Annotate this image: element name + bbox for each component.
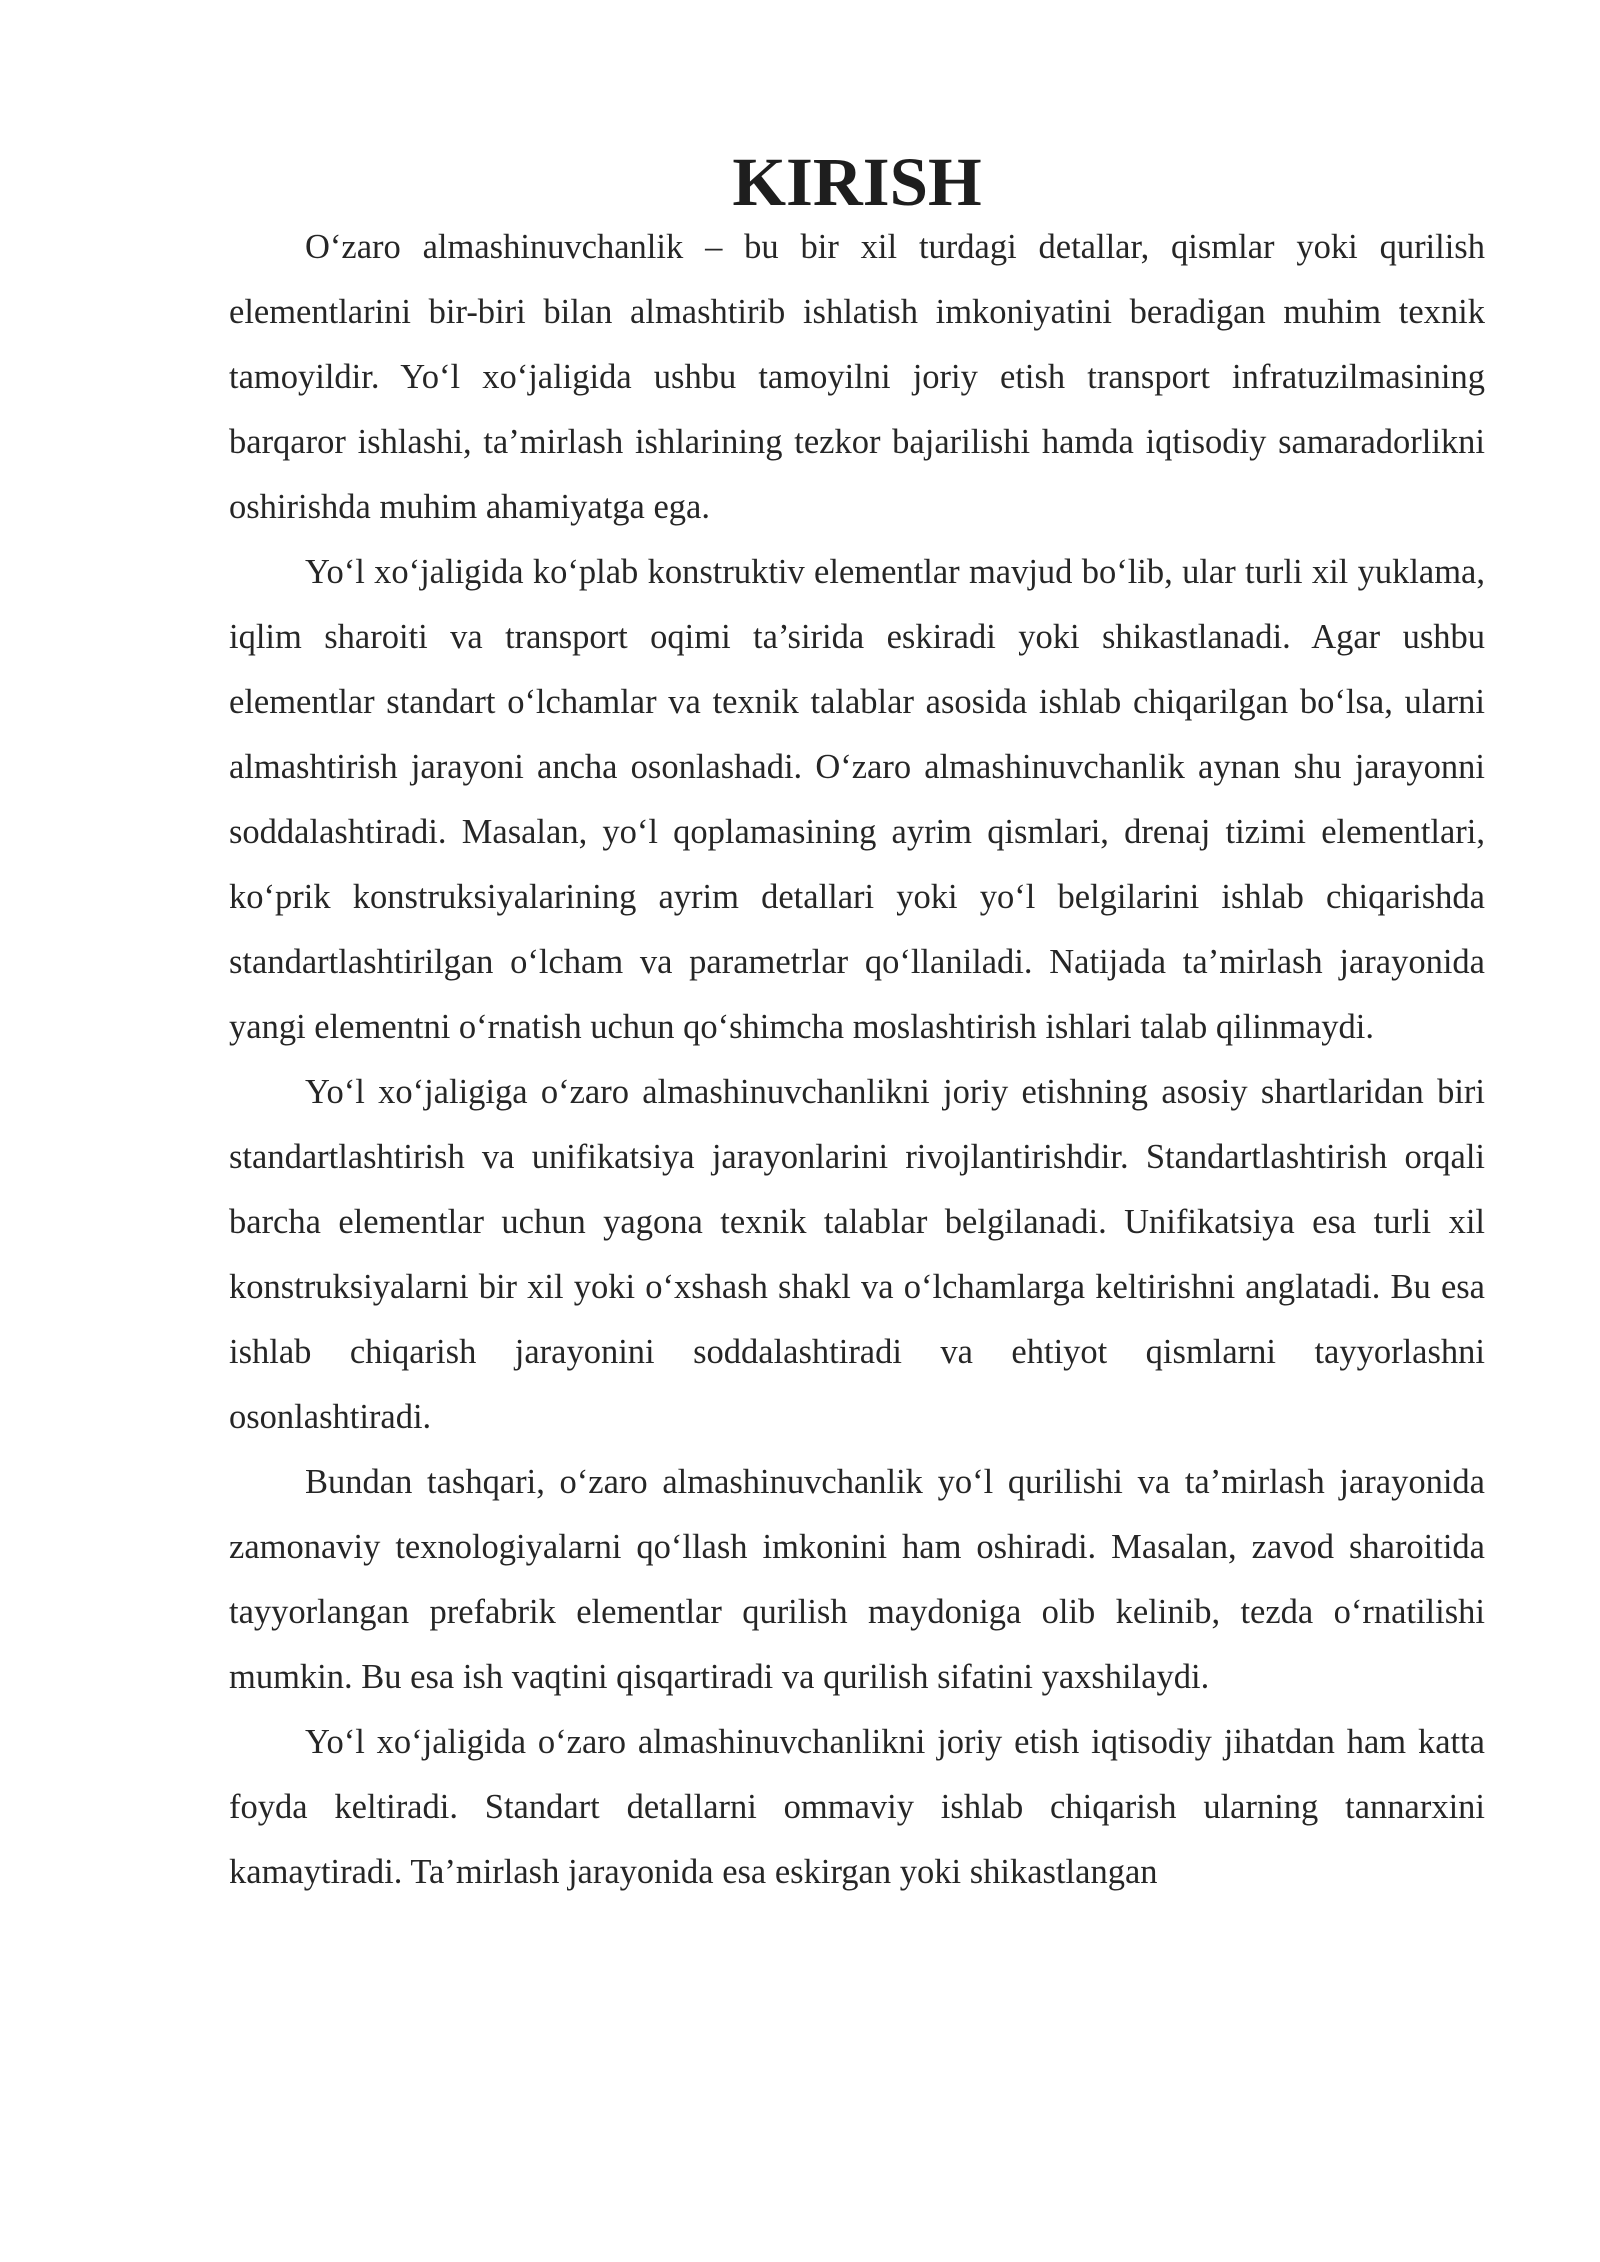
document-body: [229, 144, 1485, 1905]
paragraph-4: Bundan tashqari, o‘zaro almashinuvchanlik yo‘l qurilishi va ta’mirlash jarayonida zamonaviy texnologiyalarni qo‘llash imkonini ham oshiradi. Masalan, zavod sharoitida tayyorlangan prefabrik elementlar qurilish maydoniga olib kelinib, tezda o‘rnatilishi mumkin. Bu esa ish vaqtini qisqartiradi va qurilish sifatini yaxshilaydi.: [229, 1463, 1485, 1696]
paragraph-2: Yo‘l xo‘jaligida ko‘plab konstruktiv elementlar mavjud bo‘lib, ular turli xil yuklama, iqlim sharoiti va transport oqimi ta’sirida eskiradi yoki shikastlanadi. Agar ushbu elementlar standart o‘lchamlar va texnik talablar asosida ishlab chiqarilgan bo‘lsa, ularni almashtirish jarayoni ancha osonlashadi. O‘zaro almashinuvchanlik aynan shu jarayonni soddalashtiradi. Masalan, yo‘l qoplamasining ayrim qismlari, drenaj tizimi elementlari, ko‘prik konstruksiyalarining ayrim detallari yoki yo‘l belgilarini ishlab chiqarishda standartlashtirilgan o‘lcham va parametrlar qo‘llaniladi. Natijada ta’mirlash jarayonida yangi elementni o‘rnatish uchun qo‘shimcha moslashtirish ishlari talab qilinmaydi.: [229, 553, 1485, 1046]
page-title: KIRISH: [732, 144, 982, 220]
paragraph-5: Yo‘l xo‘jaligida o‘zaro almashinuvchanlikni joriy etish iqtisodiy jihatdan ham katta foyda keltiradi. Standart detallarni ommaviy ishlab chiqarish ularning tannarxini kamaytiradi. Ta’mirlash jarayonida esa eskirgan yoki shikastlangan: [229, 1723, 1485, 1891]
paragraph-3: Yo‘l xo‘jaligiga o‘zaro almashinuvchanlikni joriy etishning asosiy shartlaridan biri standartlashtirish va unifikatsiya jarayonlarini rivojlantirishdir. Standartlashtirish orqali barcha elementlar uchun yagona texnik talablar belgilanadi. Unifikatsiya esa turli xil konstruksiyalarni bir xil yoki o‘xshash shakl va o‘lchamlarga keltirishni anglatadi. Bu esa ishlab chiqarish jarayonini soddalashtiradi va ehtiyot qismlarni tayyorlashni osonlashtiradi.: [229, 1073, 1485, 1436]
paragraph-1: O‘zaro almashinuvchanlik – bu bir xil turdagi detallar, qismlar yoki qurilish elementlarini bir-biri bilan almashtirib ishlatish imkoniyatini beradigan muhim texnik tamoyildir. Yo‘l xo‘jaligida ushbu tamoyilni joriy etish transport infratuzilmasining barqaror ishlashi, ta’mirlash ishlarining tezkor bajarilishi hamda iqtisodiy samaradorlikni oshirishda muhim ahamiyatga ega.: [229, 228, 1485, 526]
